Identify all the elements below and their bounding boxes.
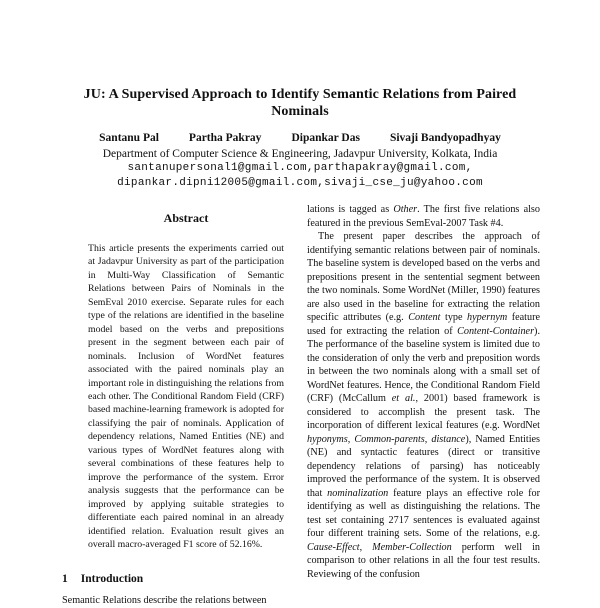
section-number: 1 <box>62 573 68 586</box>
left-column <box>62 203 293 608</box>
right-column-paragraph-1: lations is tagged as Other. The first five relations also featured in the previous SemEval-2007 Task #4. <box>307 204 540 229</box>
abstract-heading: Abstract <box>163 211 209 225</box>
section-title: Introduction <box>80 573 144 586</box>
affiliation: Department of Computer Science & Engineering, Jadavpur University, Kolkata, India <box>102 148 498 160</box>
right-column <box>307 203 540 581</box>
author-name: Sivaji Bandyopadhyay <box>389 132 501 144</box>
email-block <box>0 161 600 191</box>
author-name: Dipankar Das <box>291 132 360 144</box>
email-line-2: dipankar.dipni12005@gmail.com,sivaji_cse_ju@yahoo.com <box>117 177 483 189</box>
authors-row <box>0 132 600 144</box>
section-heading-introduction <box>62 573 293 585</box>
author-name: Santanu Pal <box>99 132 159 144</box>
paper-title: JU: A Supervised Approach to Identify Semantic Relations from Paired Nominals <box>83 87 517 119</box>
right-column-paragraph-2: The present paper describes the approach of identifying semantic relations between pair of nominals. The baseline system is developed based on the verbs and prepositions present in the sentential segment between the two nominals. Some WordNet (Miller, 1990) features are also used in the baseline for extracting the relation specific attributes (e.g. Content type hypernym feature used for extracting the relation of Content-Container). The performance of the baseline system is limited due to the consideration of only the verb and preposition words in between the two nominals along with a small set of WordNet features. Hence, the Conditional Random Field (CRF) (McCallum et al., 2001) based framework is considered to accomplish the present task. The incorporation of different lexical features (e.g. WordNet hyponyms, Common-parents, distance), Named Entities (NE) and syntactic features (direct or transitive dependency relations of parsing) has noticeably improved the performance of the system. It is observed that nominalization feature plays an effective role for identifying as well as distinguishing the relations. The test set containing 2717 sentences is evaluated against four different training sets. Some of the relations, e.g. Cause-Effect, Member-Collection perform well in comparison to other relations in all the four test results. Reviewing of the confusion <box>307 231 541 580</box>
email-line-1: santanupersonal1@gmail.com,parthapakray@gmail.com, <box>127 162 473 174</box>
abstract-text: This article presents the experiments carried out at Jadavpur University as part of the participation in Multi-Way Classification of Semantic Relations between Pairs of Nominals in the SemEval 2010 exercise. Separate rules for each type of the relations are identified in the baseline model based on the verbs and prepositions present in the segment between each pair of nominals. Inclusion of WordNet features associated with the paired nominals play an important role in distinguishing the relations from each other. The Conditional Random Field (CRF) based machine-learning framework is adopted for classifying the pair of nominals. Application of dependency relations, Named Entities (NE) and various types of WordNet features along with several combinations of these features help to improve the performance of the system. Error analysis suggests that the performance can be improved by applying suitable strategies to differentiate each paired nominal in an already identified relation. Evaluation result gives an overall macro-averaged F1 score of 52.16%. <box>88 243 284 550</box>
introduction-first-line: Semantic Relations describe the relations between <box>62 595 267 607</box>
author-name: Partha Pakray <box>188 132 262 144</box>
